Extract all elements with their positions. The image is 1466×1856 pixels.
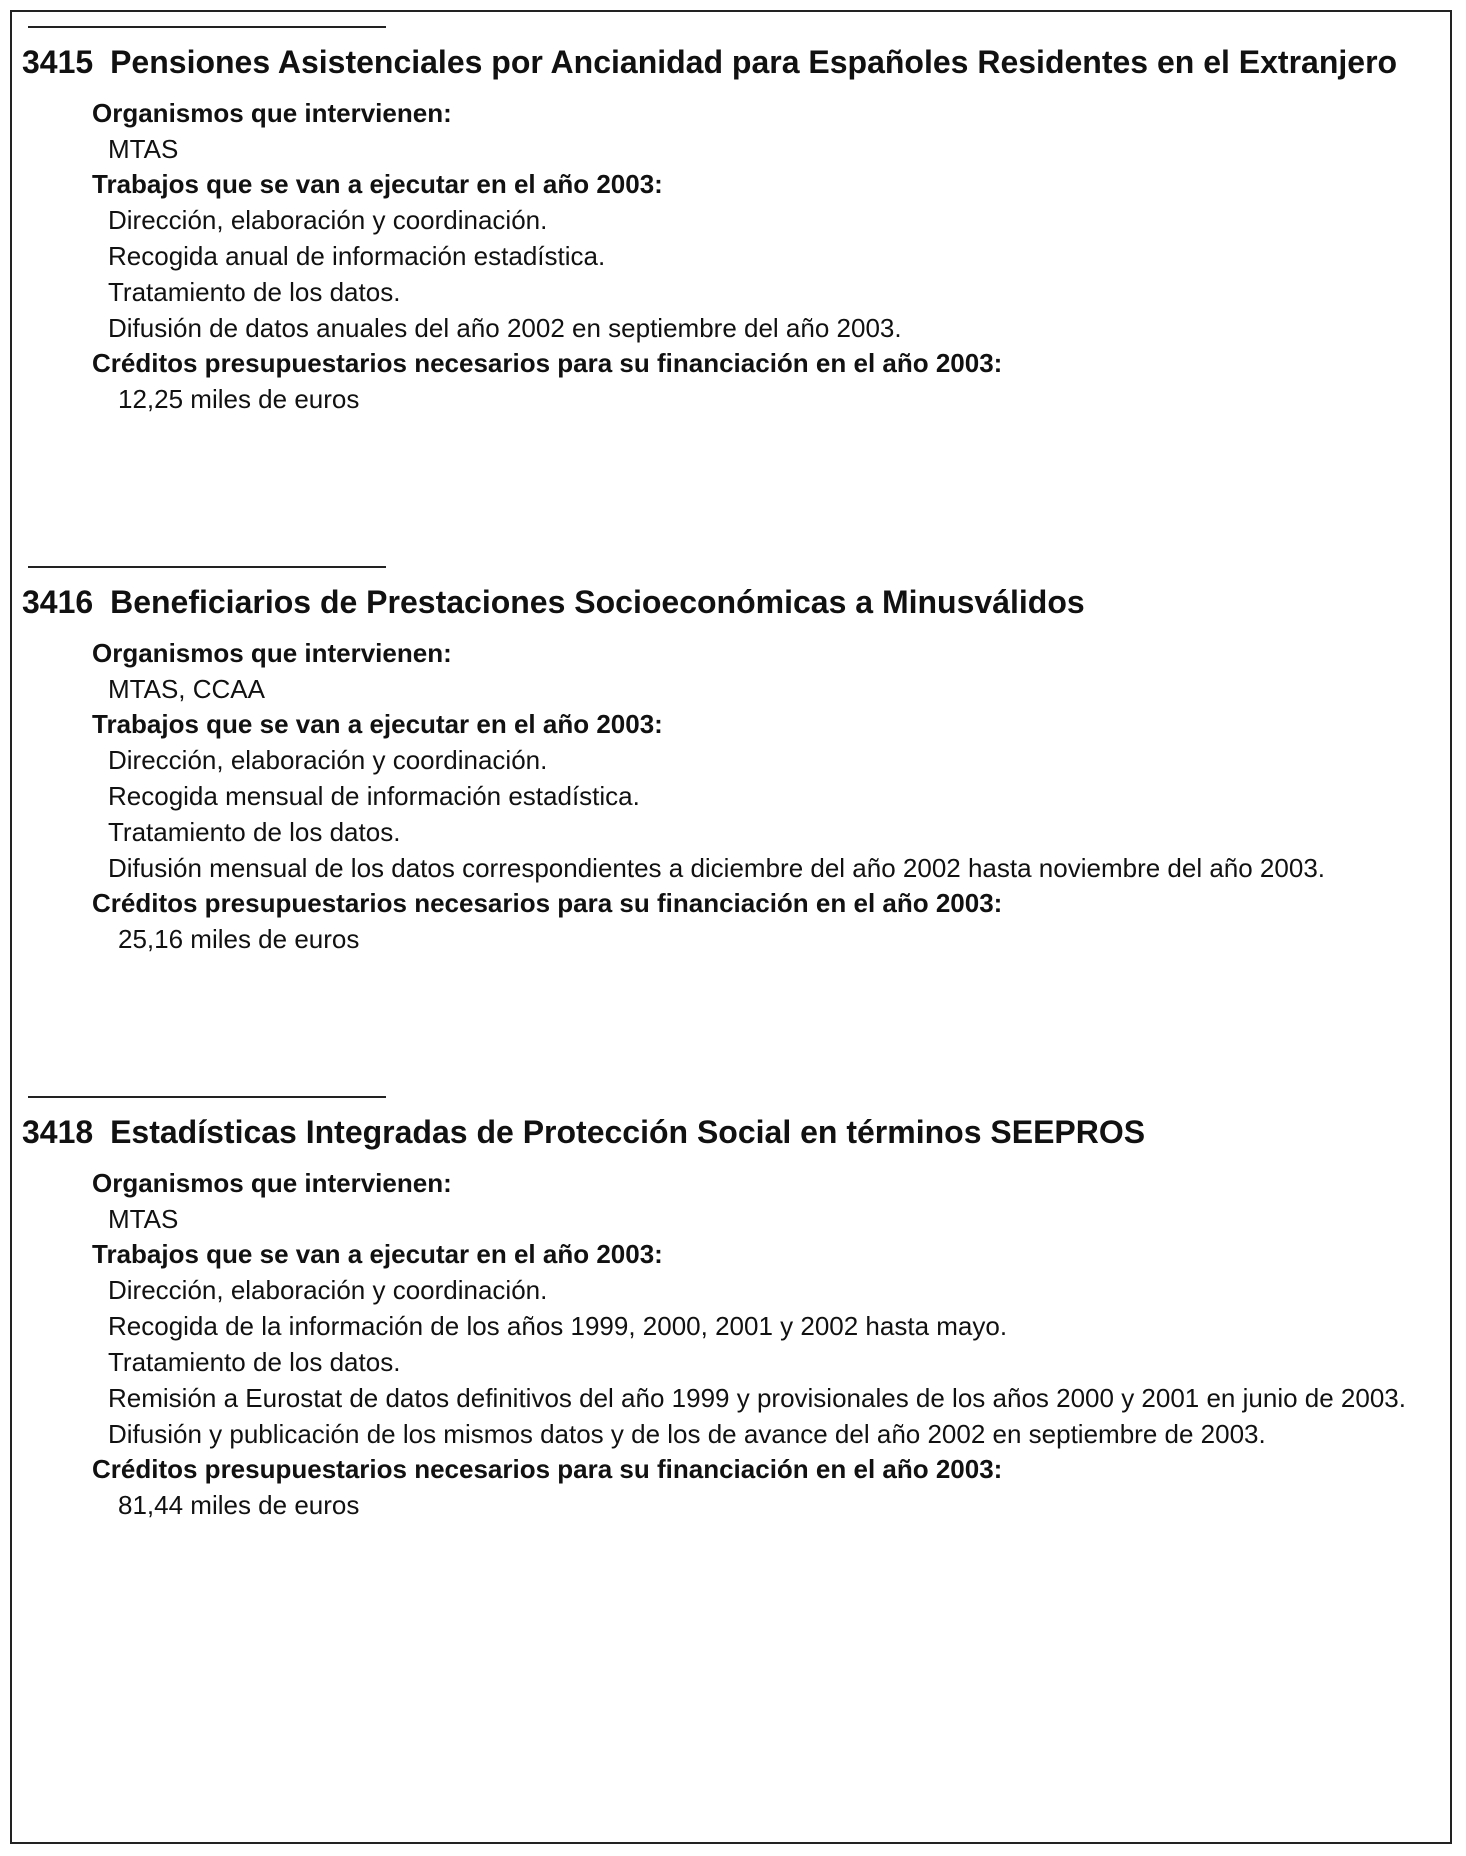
section-title-text: Pensiones Asistenciales por Ancianidad para Españoles Residentes en el Extranjero bbox=[110, 44, 1398, 80]
trabajo-item: Tratamiento de los datos. bbox=[108, 817, 401, 847]
trabajo-item: Difusión de datos anuales del año 2002 en septiembre del año 2003. bbox=[108, 313, 902, 343]
creditos-value: 12,25 miles de euros bbox=[118, 384, 360, 414]
trabajo-item: Recogida mensual de información estadística. bbox=[108, 781, 640, 811]
trabajos-label: Trabajos que se van a ejecutar en el año 2003: bbox=[92, 709, 663, 739]
trabajos-label: Trabajos que se van a ejecutar en el año 2003: bbox=[92, 1239, 663, 1269]
section-3415 bbox=[20, 26, 1420, 417]
trabajo-item: Dirección, elaboración y coordinación. bbox=[108, 1275, 548, 1305]
creditos-value: 81,44 miles de euros bbox=[118, 1490, 360, 1520]
trabajos-label: Trabajos que se van a ejecutar en el año 2003: bbox=[92, 169, 663, 199]
trabajo-item: Dirección, elaboración y coordinación. bbox=[108, 205, 548, 235]
creditos-label: Créditos presupuestarios necesarios para su financiación en el año 2003: bbox=[92, 348, 1003, 378]
trabajo-item: Tratamiento de los datos. bbox=[108, 277, 401, 307]
creditos-value: 25,16 miles de euros bbox=[118, 924, 360, 954]
section-title-text: Estadísticas Integradas de Protección Social en términos SEEPROS bbox=[110, 1114, 1146, 1150]
section-title bbox=[20, 42, 1420, 82]
trabajo-item: Tratamiento de los datos. bbox=[108, 1347, 401, 1377]
section-rule bbox=[28, 26, 386, 28]
trabajo-item: Dirección, elaboración y coordinación. bbox=[108, 745, 548, 775]
section-code: 3416 bbox=[22, 584, 94, 620]
trabajo-item: Recogida de la información de los años 1999, 2000, 2001 y 2002 hasta mayo. bbox=[108, 1311, 1008, 1341]
trabajo-item: Difusión y publicación de los mismos datos y de los de avance del año 2002 en septiembre de 2003. bbox=[108, 1419, 1266, 1449]
section-code: 3418 bbox=[22, 1114, 94, 1150]
section-rule bbox=[28, 566, 386, 568]
creditos-label: Créditos presupuestarios necesarios para su financiación en el año 2003: bbox=[92, 1454, 1003, 1484]
trabajo-item: Recogida anual de información estadística. bbox=[108, 241, 606, 271]
section-title bbox=[20, 1112, 1420, 1152]
organismos-label: Organismos que intervienen: bbox=[92, 1168, 452, 1198]
section-title-text: Beneficiarios de Prestaciones Socioeconómicas a Minusválidos bbox=[110, 584, 1085, 620]
section-title bbox=[20, 582, 1420, 622]
organismos-label: Organismos que intervienen: bbox=[92, 98, 452, 128]
organismos-value: MTAS bbox=[108, 134, 179, 164]
creditos-label: Créditos presupuestarios necesarios para su financiación en el año 2003: bbox=[92, 888, 1003, 918]
trabajo-item: Remisión a Eurostat de datos definitivos del año 1999 y provisionales de los años 2000 y 2001 en junio de 2003. bbox=[108, 1383, 1406, 1413]
organismos-value: MTAS bbox=[108, 1204, 179, 1234]
section-3416 bbox=[20, 566, 1420, 957]
organismos-value: MTAS, CCAA bbox=[108, 674, 265, 704]
section-rule bbox=[28, 1096, 386, 1098]
organismos-label: Organismos que intervienen: bbox=[92, 638, 452, 668]
trabajo-item: Difusión mensual de los datos correspondientes a diciembre del año 2002 hasta noviembre del año 2003. bbox=[108, 853, 1325, 883]
section-3418 bbox=[20, 1096, 1420, 1523]
section-code: 3415 bbox=[22, 44, 94, 80]
